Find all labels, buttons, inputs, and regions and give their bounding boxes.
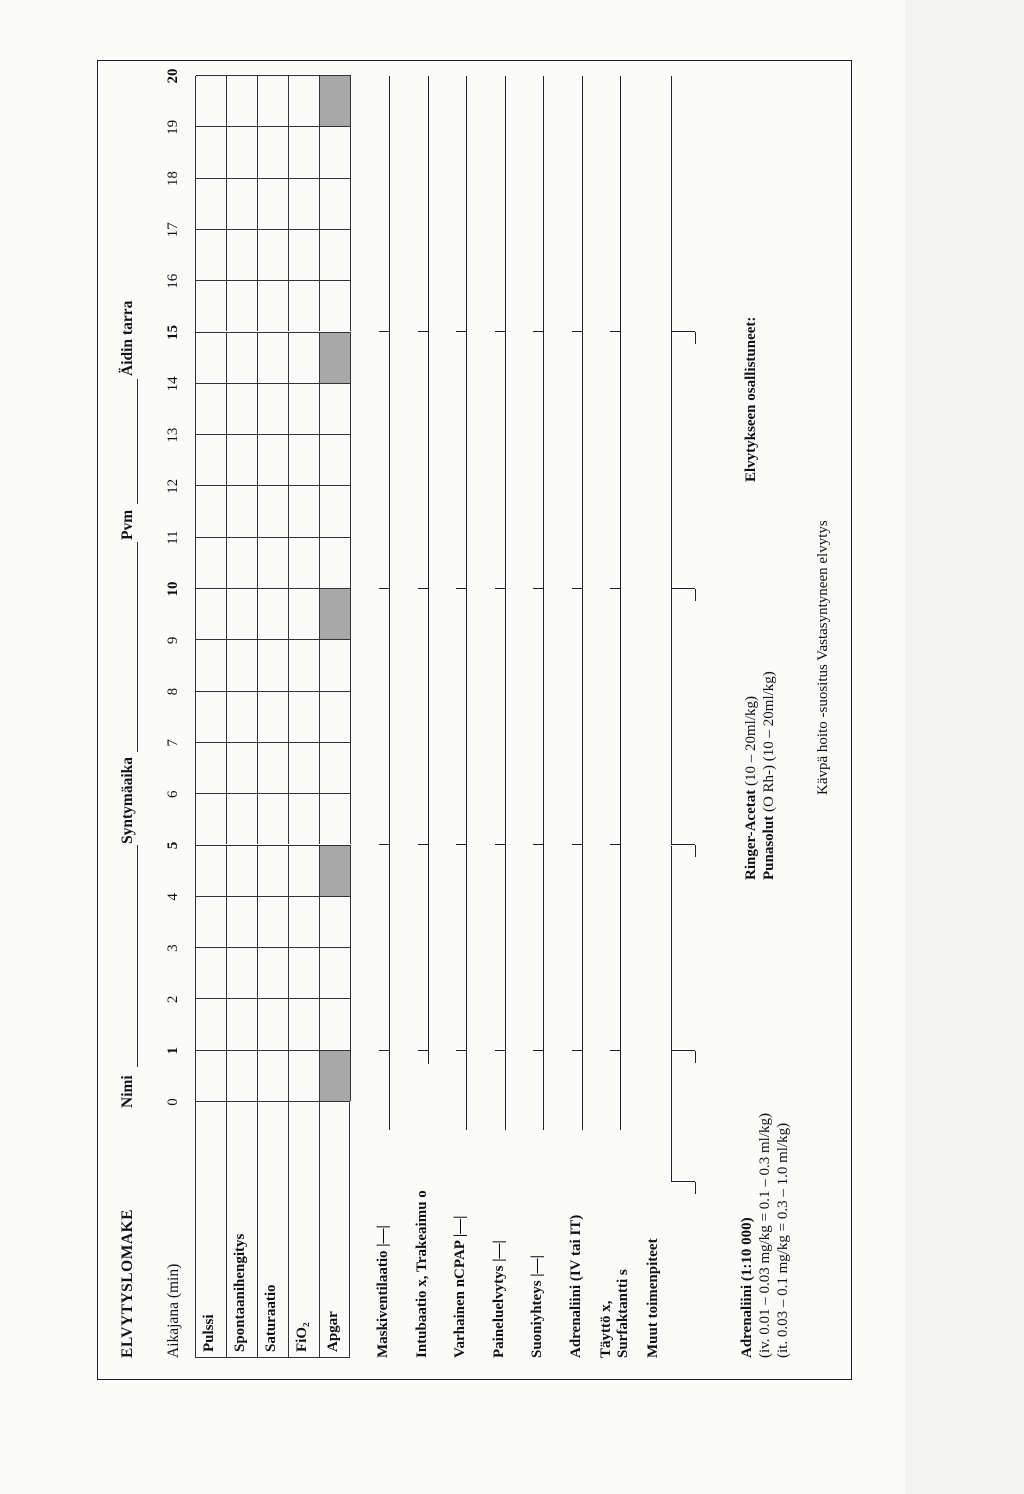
grid-cell[interactable] (320, 793, 351, 844)
grid-cell[interactable] (289, 691, 320, 742)
grid-cell[interactable] (320, 434, 351, 485)
grid-cell[interactable] (320, 178, 351, 229)
grid-cell[interactable] (196, 537, 227, 588)
other-actions-step (671, 845, 695, 846)
birth-time-label: Syntymäaika (119, 757, 136, 844)
ringer-acetat-amount: (10 – 20ml/kg) (743, 696, 759, 790)
other-actions-step-foot (695, 1051, 696, 1063)
grid-cell[interactable] (320, 845, 351, 896)
timeline-tick (418, 588, 428, 589)
timeline-tick (456, 1050, 466, 1051)
timeline-tick (495, 845, 505, 846)
date-field-line[interactable] (137, 379, 138, 504)
grid-cell[interactable] (320, 896, 351, 947)
intervention-label: Maskiventilaatio |—| (375, 1225, 391, 1358)
minute-header: 13 (165, 427, 181, 443)
grid-cell[interactable] (289, 947, 320, 998)
timeline-tick (572, 1050, 582, 1051)
minute-header: 17 (165, 222, 181, 238)
grid-cell[interactable] (289, 75, 320, 126)
timeline-tick (379, 588, 389, 589)
intervention-label: Muut toimenpiteet (644, 1238, 661, 1358)
adrenaline-iv-dose: (iv. 0.01 – 0.03 mg/kg = 0.1 – 0.3 ml/kg) (757, 1113, 773, 1358)
grid-cell[interactable] (196, 126, 227, 177)
minute-header: 14 (165, 376, 181, 392)
grid-cell[interactable] (196, 75, 227, 126)
minute-header: 18 (165, 171, 181, 187)
minute-header: 9 (165, 636, 181, 645)
other-actions-step-foot (695, 1182, 696, 1194)
grid-cell[interactable] (227, 947, 258, 998)
grid-cell[interactable] (320, 691, 351, 742)
grid-cell[interactable] (289, 793, 320, 844)
minute-header: 10 (165, 581, 181, 597)
minute-header: 5 (165, 841, 181, 850)
intervention-label: Intubaatio x, Trakeaimu o (413, 1190, 430, 1358)
intervention-timeline-line[interactable] (505, 76, 506, 1130)
other-actions-line[interactable] (671, 589, 672, 846)
other-actions-line[interactable] (671, 846, 672, 1051)
timeline-tick (456, 845, 466, 846)
intervention-label: Paineluelvytys |—| (490, 1240, 507, 1358)
grid-cell[interactable] (258, 691, 289, 742)
timeline-tick (533, 588, 543, 589)
grid-cell[interactable] (320, 126, 351, 177)
grid-cell[interactable] (196, 947, 227, 998)
grid-cell[interactable] (196, 434, 227, 485)
minute-header: 11 (165, 530, 181, 545)
rotated-form (97, 60, 852, 1380)
grid-cell[interactable] (196, 896, 227, 947)
grid-cell[interactable] (289, 845, 320, 896)
grid-cell[interactable] (196, 485, 227, 536)
observation-grid (195, 76, 350, 1102)
grid-cell[interactable] (320, 537, 351, 588)
red-cells-label: Punasolut (761, 815, 777, 880)
red-cells-amount: (O Rh-) (10 – 20ml/kg) (761, 671, 777, 816)
grid-cell[interactable] (227, 691, 258, 742)
grid-cell[interactable] (320, 998, 351, 1049)
grid-cell[interactable] (258, 845, 289, 896)
mother-sticker-label: Äidin tarra (119, 300, 136, 376)
minute-header: 6 (165, 790, 181, 798)
grid-cell[interactable] (196, 332, 227, 383)
grid-cell[interactable] (258, 229, 289, 280)
other-actions-step (671, 588, 695, 589)
date-label: Pvm (119, 509, 136, 540)
timeline-tick (610, 332, 620, 333)
intervention-timeline-line[interactable] (543, 76, 544, 1130)
minute-header: 12 (165, 478, 181, 494)
timeline-axis-label: Aikajana (min) (165, 1263, 182, 1358)
name-label: Nimi (119, 1075, 136, 1108)
red-cells-dose (761, 671, 778, 880)
minute-header: 1 (165, 1046, 181, 1055)
timeline-tick (533, 845, 543, 846)
timeline-tick (456, 588, 466, 589)
timeline-tick (418, 1050, 428, 1051)
timeline-tick (610, 588, 620, 589)
other-actions-step-foot (695, 589, 696, 601)
timeline-tick (418, 332, 428, 333)
grid-cell[interactable] (227, 537, 258, 588)
timeline-tick (418, 845, 428, 846)
grid-cell[interactable] (258, 485, 289, 536)
grid-label-column (195, 1101, 350, 1358)
grid-cell[interactable] (227, 896, 258, 947)
other-actions-line[interactable] (671, 1051, 672, 1182)
minute-header: 7 (165, 739, 181, 747)
timeline-tick (533, 332, 543, 333)
grid-row-label: FiO₂ (294, 1322, 310, 1352)
other-actions-step (671, 1181, 695, 1182)
ringer-acetat-label: Ringer-Acetat (743, 789, 759, 880)
grid-cell[interactable] (258, 383, 289, 434)
grid-cell[interactable] (227, 639, 258, 690)
intervention-timeline-line[interactable] (428, 76, 429, 1064)
grid-cell[interactable] (258, 998, 289, 1049)
grid-cell[interactable] (258, 434, 289, 485)
minute-header: 4 (165, 893, 181, 901)
grid-cell[interactable] (258, 947, 289, 998)
grid-cell[interactable] (227, 1050, 258, 1101)
grid-cell[interactable] (196, 1050, 227, 1101)
grid-cell[interactable] (289, 126, 320, 177)
grid-cell[interactable] (320, 332, 351, 383)
grid-cell[interactable] (258, 537, 289, 588)
grid-cell[interactable] (320, 75, 351, 126)
intervention-label-line: Täyttö x, (598, 1300, 614, 1358)
grid-cell[interactable] (227, 793, 258, 844)
intervention-label (598, 1269, 632, 1358)
grid-cell[interactable] (289, 383, 320, 434)
minute-header: 2 (165, 995, 181, 1004)
grid-cell[interactable] (227, 485, 258, 536)
grid-cell[interactable] (227, 434, 258, 485)
grid-row-label: Pulssi (201, 1314, 217, 1352)
grid-cell[interactable] (258, 126, 289, 177)
grid-cell[interactable] (320, 280, 351, 331)
grid-cell[interactable] (320, 639, 351, 690)
grid-cell[interactable] (289, 178, 320, 229)
grid-cell[interactable] (227, 845, 258, 896)
participants-label: Elvytykseen osallistuneet: (743, 316, 759, 482)
intervention-timeline-line[interactable] (582, 76, 583, 1130)
grid-cell[interactable] (196, 742, 227, 793)
grid-cell[interactable] (320, 947, 351, 998)
other-actions-step (671, 1050, 695, 1051)
timeline-tick (379, 845, 389, 846)
name-field-line[interactable] (137, 845, 138, 1067)
grid-cell[interactable] (320, 588, 351, 639)
grid-cell[interactable] (196, 639, 227, 690)
timeline-tick (610, 845, 620, 846)
minute-header: 19 (165, 119, 181, 135)
other-actions-step-foot (695, 846, 696, 858)
minute-header: 15 (165, 325, 181, 340)
grid-row-label: Saturaatio (263, 1284, 279, 1352)
timeline-tick (533, 1050, 543, 1051)
grid-cell[interactable] (320, 383, 351, 434)
intervention-timeline-line[interactable] (466, 76, 467, 1130)
other-actions-line[interactable] (671, 333, 672, 590)
grid-cell[interactable] (289, 742, 320, 793)
timeline-tick (610, 1050, 620, 1051)
ringer-acetat-dose (743, 696, 760, 880)
minute-header: 16 (165, 273, 181, 289)
grid-cell[interactable] (196, 691, 227, 742)
minute-header: 3 (165, 944, 181, 952)
adrenaline-it-dose: (it. 0.03 – 0.1 mg/kg = 0.3 – 1.0 ml/kg) (775, 1122, 791, 1358)
grid-cell[interactable] (258, 588, 289, 639)
intervention-timeline-line[interactable] (389, 76, 390, 1130)
birth-time-field-line[interactable] (137, 542, 138, 752)
grid-cell[interactable] (258, 75, 289, 126)
grid-cell[interactable] (227, 332, 258, 383)
grid-cell[interactable] (258, 178, 289, 229)
grid-cell[interactable] (196, 383, 227, 434)
grid-cell[interactable] (196, 845, 227, 896)
grid-cell[interactable] (196, 229, 227, 280)
grid-cell[interactable] (196, 793, 227, 844)
intervention-label: Suoniyhteys |—| (529, 1255, 545, 1358)
grid-cell[interactable] (227, 280, 258, 331)
grid-cell[interactable] (289, 588, 320, 639)
other-actions-step (671, 332, 695, 333)
grid-cell[interactable] (289, 896, 320, 947)
grid-cell[interactable] (227, 126, 258, 177)
intervention-label: Varhainen nCPAP |—| (452, 1215, 468, 1358)
grid-cell[interactable] (196, 280, 227, 331)
grid-cell[interactable] (258, 793, 289, 844)
other-actions-step-foot (695, 333, 696, 345)
grid-cell[interactable] (227, 383, 258, 434)
grid-cell[interactable] (258, 332, 289, 383)
intervention-label: Adrenaliini (IV tai IT) (567, 1214, 584, 1358)
grid-cell[interactable] (227, 229, 258, 280)
grid-row-label: Apgar (325, 1311, 341, 1352)
minute-header: 20 (165, 68, 181, 84)
timeline-tick (495, 588, 505, 589)
intervention-label-line: Surfaktantti s (615, 1269, 631, 1358)
grid-cell[interactable] (320, 229, 351, 280)
grid-cell[interactable] (289, 229, 320, 280)
grid-cell[interactable] (227, 742, 258, 793)
timeline-tick (495, 1050, 505, 1051)
grid-cell[interactable] (289, 485, 320, 536)
grid-row-label: Spontaanihengitys (232, 1233, 248, 1352)
grid-cell[interactable] (289, 639, 320, 690)
timeline-tick (456, 332, 466, 333)
intervention-timeline-line[interactable] (620, 76, 621, 1130)
grid-cell[interactable] (289, 332, 320, 383)
grid-cell[interactable] (227, 588, 258, 639)
grid-cell[interactable] (227, 998, 258, 1049)
form-title: ELVYTYSLOMAKE (119, 1209, 136, 1358)
grid-cell[interactable] (258, 1050, 289, 1101)
grid-cell[interactable] (196, 178, 227, 229)
timeline-tick (495, 332, 505, 333)
grid-cell[interactable] (320, 1050, 351, 1101)
grid-cell[interactable] (258, 742, 289, 793)
adrenaline-title: Adrenaliini (1:10 000) (739, 1217, 755, 1358)
timeline-tick (572, 588, 582, 589)
timeline-tick (379, 1050, 389, 1051)
minute-header: 0 (165, 1098, 181, 1106)
other-actions-line[interactable] (671, 76, 672, 333)
source-note: Kävpä hoito -suositus Vastasyntyneen elvytys (815, 520, 831, 795)
grid-cell[interactable] (289, 280, 320, 331)
grid-cell[interactable] (258, 639, 289, 690)
grid-cell[interactable] (289, 537, 320, 588)
grid-cell[interactable] (196, 998, 227, 1049)
grid-cell[interactable] (289, 434, 320, 485)
timeline-tick (379, 332, 389, 333)
minute-header: 8 (165, 687, 181, 696)
timeline-tick (572, 332, 582, 333)
grid-cell[interactable] (258, 280, 289, 331)
grid-cell[interactable] (258, 896, 289, 947)
grid-cell[interactable] (320, 742, 351, 793)
grid-cell[interactable] (227, 178, 258, 229)
grid-cell[interactable] (289, 998, 320, 1049)
grid-cell[interactable] (227, 75, 258, 126)
grid-cell[interactable] (320, 485, 351, 536)
grid-cell[interactable] (289, 1050, 320, 1101)
grid-cell[interactable] (196, 588, 227, 639)
timeline-tick (572, 845, 582, 846)
